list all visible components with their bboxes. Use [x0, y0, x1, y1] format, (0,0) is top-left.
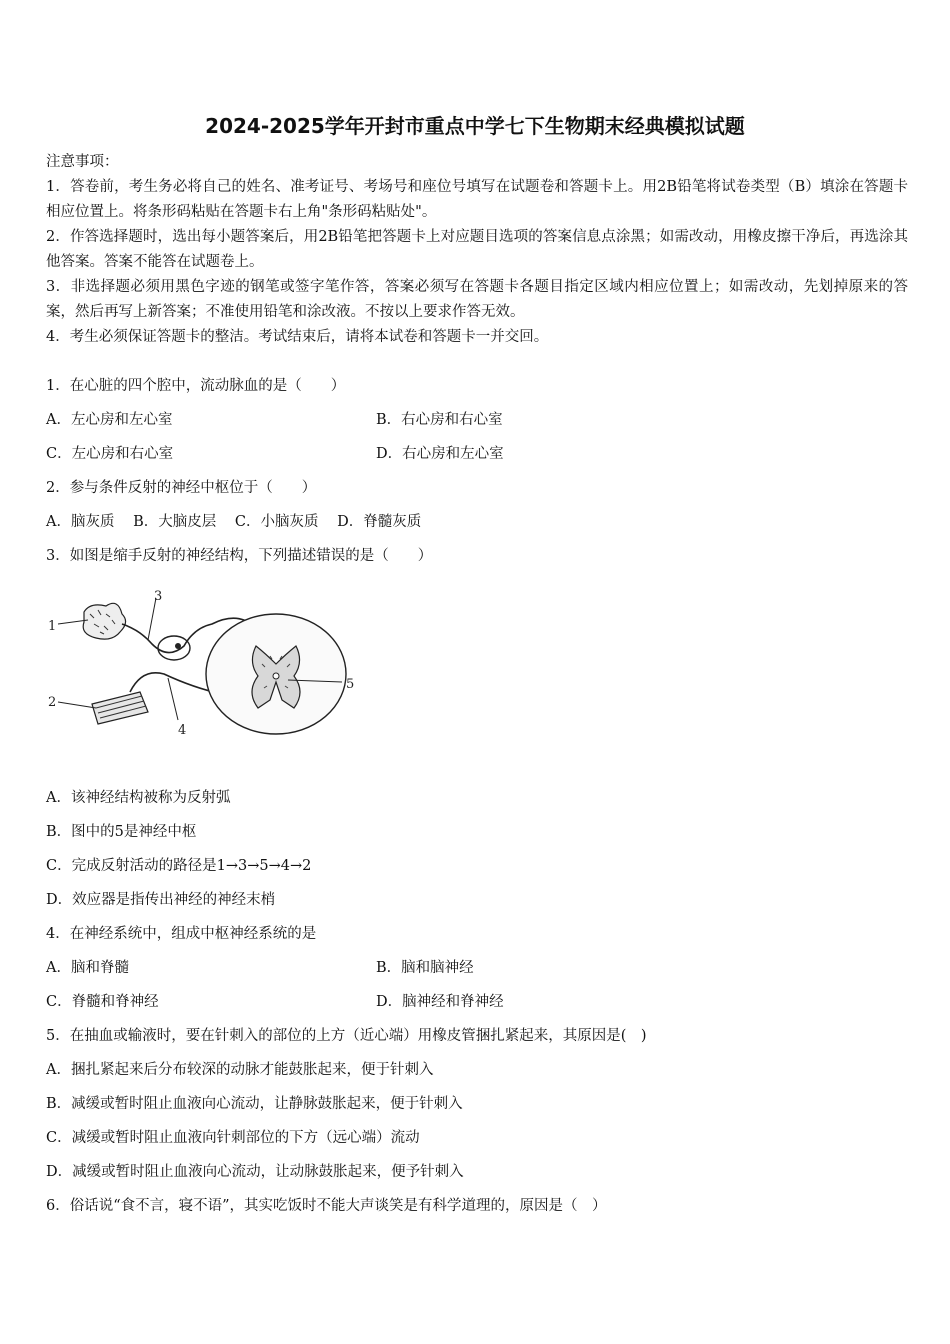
question-4-option-c: C．脊髓和脊神经: [46, 994, 159, 1010]
question-2-option-a: A．脑灰质: [46, 514, 115, 530]
question-1-option-b: B．右心房和右心室: [376, 412, 503, 428]
note-item-4: 4．考生必须保证答题卡的整洁。考试结束后，请将本试卷和答题卡一并交回。: [46, 329, 549, 345]
question-5-stem: 5．在抽血或输液时，要在针刺入的部位的上方（近心端）用橡皮管捆扎紧起来，其原因是( ): [46, 1028, 647, 1044]
figure-label-4: 4: [178, 723, 187, 738]
question-2-options: [46, 512, 435, 532]
notes-section: [46, 150, 908, 350]
question-4-option-d: D．脑神经和脊神经: [376, 994, 504, 1010]
question-6-stem: 6．俗话说“食不言，寝不语”，其实吃饭时不能大声谈笑是有科学道理的，原因是（ ）: [46, 1198, 607, 1214]
question-2-option-b: B．大脑皮层: [133, 514, 217, 530]
question-4-options-row-1: [46, 958, 906, 978]
question-5-option-c: C．减缓或暂时阻止血液向针刺部位的下方（远心端）流动: [46, 1130, 420, 1146]
notes-heading: 注意事项：: [46, 154, 119, 170]
question-4-option-a: A．脑和脊髓: [46, 960, 129, 976]
figure-label-3: 3: [154, 589, 163, 604]
question-1-options-row-1: [46, 410, 906, 430]
label-line-2: [58, 702, 96, 708]
ganglion-cell: [175, 643, 181, 649]
note-item-3: 3．非选择题必须用黑色字迹的钢笔或签字笔作答，答案必须写在答题卡各题目指定区域内相应位置上；如需改动，先划掉原来的答案，然后再写上新答案；不准使用铅笔和涂改液。不按以上要求作答无效。: [46, 279, 908, 320]
exam-title: 2024-2025学年开封市重点中学七下生物期末经典模拟试题: [205, 114, 745, 138]
reflex-arc-diagram: [44, 584, 364, 744]
question-3-option-c: C．完成反射活动的路径是1→3→5→4→2: [46, 858, 312, 874]
question-5-option-d: D．减缓或暂时阻止血液向心流动，让动脉鼓胀起来，便予针刺入: [46, 1164, 464, 1180]
question-3-stem: 3．如图是缩手反射的神经结构，下列描述错误的是（ ）: [46, 548, 433, 564]
figure-label-1: 1: [48, 619, 57, 634]
question-4-options-row-2: [46, 992, 906, 1012]
label-line-3: [148, 598, 156, 640]
question-2-stem: 2．参与条件反射的神经中枢位于（ ）: [46, 480, 317, 496]
effector-muscle: [92, 692, 148, 724]
spinal-cord: [206, 614, 346, 734]
question-1-option-d: D．右心房和左心室: [376, 446, 504, 462]
question-4-option-b: B．脑和脑神经: [376, 960, 474, 976]
receptor-skin: [83, 603, 125, 639]
question-2-option-c: C．小脑灰质: [234, 514, 319, 530]
label-line-4: [168, 678, 178, 720]
question-3-option-d: D．效应器是指传出神经的神经末梢: [46, 892, 276, 908]
question-3-option-a: A．该神经结构被称为反射弧: [46, 790, 231, 806]
question-2-option-d: D．脊髓灰质: [337, 514, 422, 530]
question-5-option-a: A．捆扎紧起来后分布较深的动脉才能鼓胀起来，便于针刺入: [46, 1062, 434, 1078]
note-item-1: 1．答卷前，考生务必将自己的姓名、准考证号、考场号和座位号填写在试题卷和答题卡上。用2B铅笔将试卷类型（B）填涂在答题卡相应位置上。将条形码粘贴在答题卡右上角"条形码粘贴处"。: [46, 179, 908, 220]
question-5-option-b: B．减缓或暂时阻止血液向心流动，让静脉鼓胀起来，便于针刺入: [46, 1096, 463, 1112]
figure-label-2: 2: [48, 695, 57, 710]
question-4-stem: 4．在神经系统中，组成中枢神经系统的是: [46, 926, 317, 942]
figure-label-5: 5: [346, 677, 355, 692]
question-1-stem: 1．在心脏的四个腔中，流动脉血的是（ ）: [46, 378, 346, 394]
question-3-option-b: B．图中的5是神经中枢: [46, 824, 197, 840]
question-1-option-c: C．左心房和右心室: [46, 446, 174, 462]
ganglion: [158, 636, 190, 660]
reflex-arc-figure: [44, 584, 364, 744]
question-1-option-a: A．左心房和左心室: [46, 412, 173, 428]
note-item-2: 2．作答选择题时，选出每小题答案后，用2B铅笔把答题卡上对应题目选项的答案信息点涂黑；如需改动，用橡皮擦干净后，再选涂其他答案。答案不能答在试题卷上。: [46, 229, 908, 270]
question-1-options-row-2: [46, 444, 906, 464]
